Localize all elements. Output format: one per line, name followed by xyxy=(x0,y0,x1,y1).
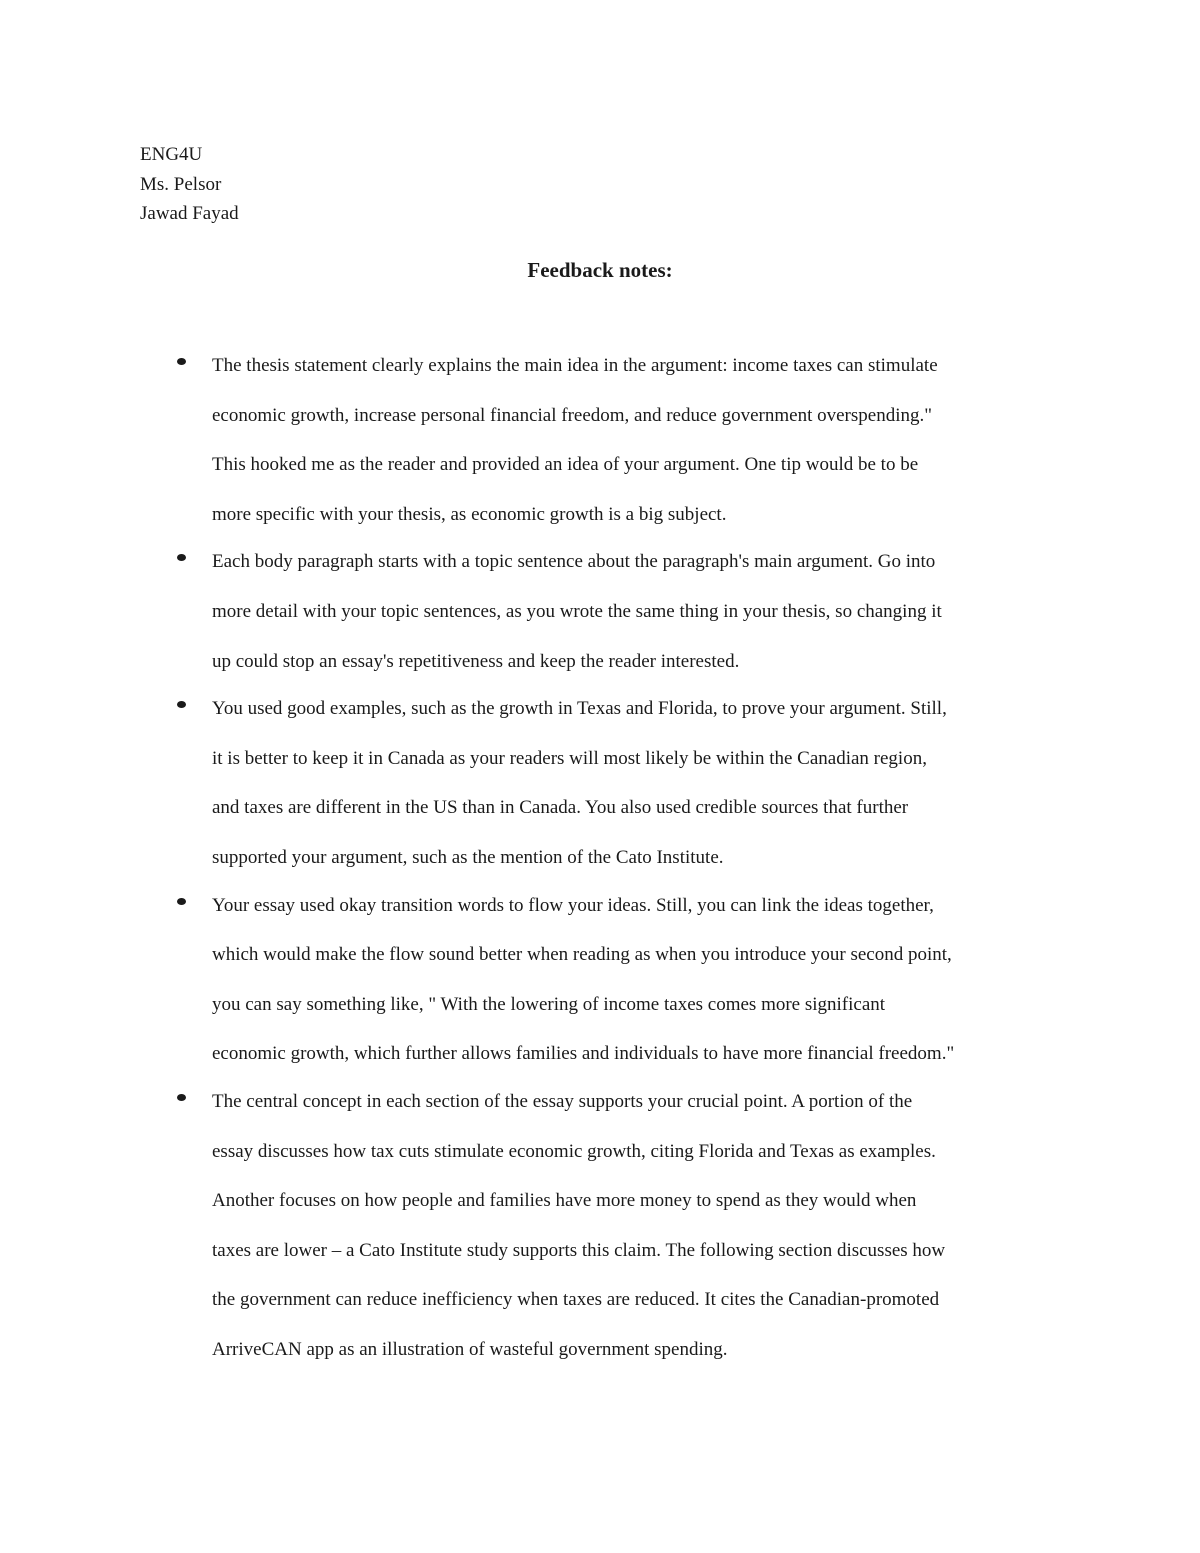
feedback-text-line: supported your argument, such as the mention of the Cato Institute. xyxy=(212,846,724,868)
bullet-icon xyxy=(177,1094,186,1101)
feedback-item-text xyxy=(212,1077,1062,1375)
feedback-text-line: Each body paragraph starts with a topic sentence about the paragraph's main argument. Go into xyxy=(212,551,936,573)
feedback-item xyxy=(0,537,1200,686)
feedback-text-line: more detail with your topic sentences, as you wrote the same thing in your thesis, so changing it xyxy=(212,600,942,622)
feedback-item xyxy=(0,341,1200,539)
document-header xyxy=(140,140,239,229)
feedback-text-line: economic growth, which further allows families and individuals to have more financial freedom." xyxy=(212,1043,955,1065)
feedback-text-line: and taxes are different in the US than in Canada. You also used credible sources that further xyxy=(212,797,909,819)
teacher-name: Ms. Pelsor xyxy=(140,173,222,195)
course-code: ENG4U xyxy=(140,144,203,165)
feedback-item xyxy=(0,1077,1200,1375)
feedback-text-line: economic growth, increase personal financial freedom, and reduce government overspending." xyxy=(212,404,932,426)
feedback-item xyxy=(0,881,1200,1079)
student-name: Jawad Fayad xyxy=(140,203,239,224)
feedback-item-text xyxy=(212,881,1062,1079)
feedback-text-line: essay discusses how tax cuts stimulate economic growth, citing Florida and Texas as examples. xyxy=(212,1140,936,1162)
feedback-text-line: it is better to keep it in Canada as your readers will most likely be within the Canadian region, xyxy=(212,747,927,769)
feedback-text-line: taxes are lower – a Cato Institute study supports this claim. The following section discusses how xyxy=(212,1239,946,1261)
feedback-text-line: Another focuses on how people and families have more money to spend as they would when xyxy=(212,1190,917,1212)
feedback-text-line: ArriveCAN app as an illustration of wasteful government spending. xyxy=(212,1338,728,1360)
page-title: Feedback notes: xyxy=(527,258,673,282)
feedback-item-text xyxy=(212,684,1062,882)
feedback-text-line: You used good examples, such as the growth in Texas and Florida, to prove your argument. Still, xyxy=(212,698,947,720)
feedback-item xyxy=(0,684,1200,882)
bullet-icon xyxy=(177,554,186,561)
feedback-list xyxy=(0,343,1200,1374)
feedback-text-line: The thesis statement clearly explains the main idea in the argument: income taxes can stimulate xyxy=(212,355,938,376)
feedback-item-text xyxy=(212,537,1062,686)
feedback-text-line: This hooked me as the reader and provided an idea of your argument. One tip would be to be xyxy=(212,454,919,476)
bullet-icon xyxy=(177,898,186,905)
feedback-text-line: the government can reduce inefficiency when taxes are reduced. It cites the Canadian-promoted xyxy=(212,1289,940,1311)
bullet-icon xyxy=(177,358,186,365)
feedback-text-line: you can say something like, " With the lowering of income taxes comes more significant xyxy=(212,993,886,1015)
feedback-text-line: The central concept in each section of the essay supports your crucial point. A portion of the xyxy=(212,1090,913,1112)
bullet-icon xyxy=(177,701,186,708)
feedback-text-line: up could stop an essay's repetitiveness and keep the reader interested. xyxy=(212,650,740,672)
feedback-text-line: which would make the flow sound better when reading as when you introduce your second point, xyxy=(212,944,952,966)
feedback-text-line: Your essay used okay transition words to flow your ideas. Still, you can link the ideas together, xyxy=(212,894,934,916)
feedback-text-line: more specific with your thesis, as economic growth is a big subject. xyxy=(212,503,727,525)
feedback-item-text xyxy=(212,341,1062,539)
